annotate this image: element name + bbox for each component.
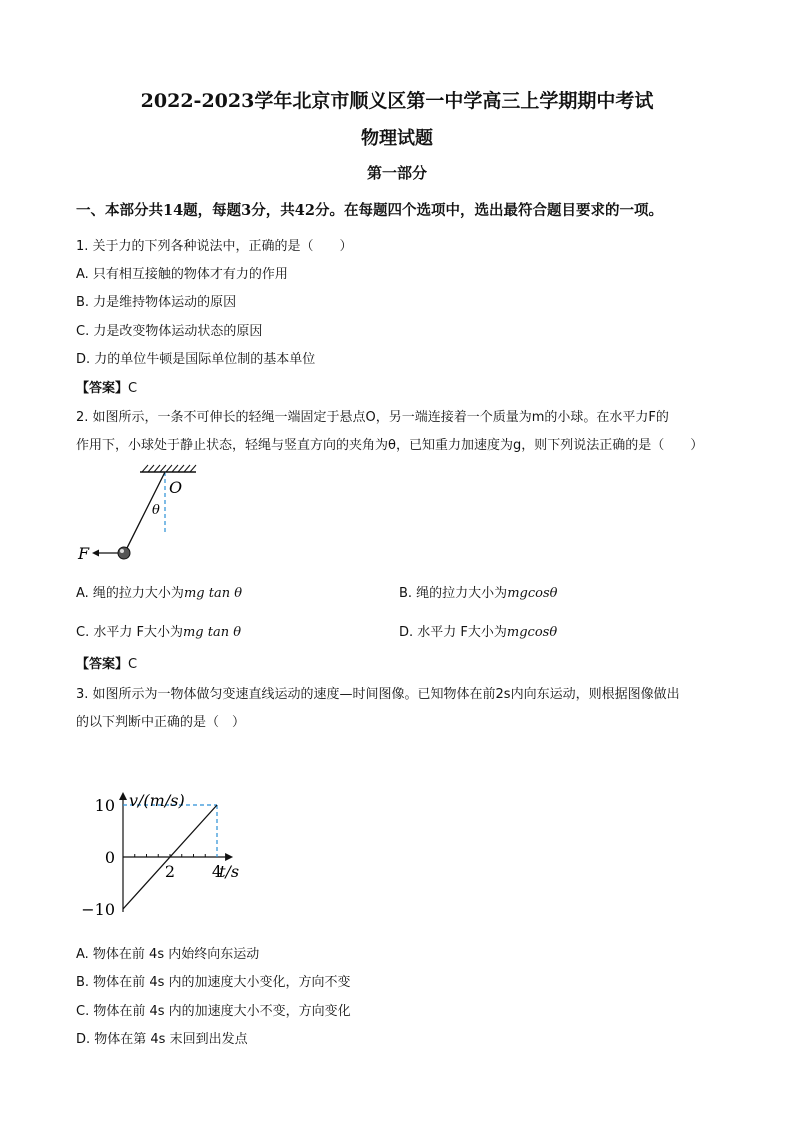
force-label: F [78, 544, 90, 563]
q3-option-d: D. 物体在第 4s 末回到出发点 [76, 1032, 248, 1047]
q3-option-b: B. 物体在前 4s 内的加速度大小变化，方向不变 [76, 975, 351, 990]
q2-stem-line2: 作用下，小球处于静止状态，轻绳与竖直方向的夹角为θ，已知重力加速度为g，则下列说法正确的是（ ） [76, 438, 704, 453]
point-label: O [169, 478, 183, 497]
q1-answer [76, 377, 137, 396]
y-tick-label: 10 [94, 796, 115, 815]
q2-option-c: C. 水平力 F大小为mg tan θ [76, 625, 242, 640]
y-tick-label: −10 [81, 900, 115, 919]
q3-option-c: C. 物体在前 4s 内的加速度大小不变，方向变化 [76, 1004, 351, 1019]
x-tick-label: 2 [164, 862, 176, 881]
q2-option-d: D. 水平力 F大小为mgcosθ [399, 625, 558, 640]
part-heading: 第一部分 [366, 164, 427, 182]
q1-option-b: B. 力是维持物体运动的原因 [76, 295, 237, 310]
q3-option-a: A. 物体在前 4s 内始终向东运动 [76, 947, 260, 962]
y-tick-label: 0 [104, 848, 115, 867]
section-heading: 一、本部分共14题，每题3分，共42分。在每题四个选项中，选出最符合题目要求的一项。 [76, 202, 663, 219]
velocity-time-chart [76, 752, 306, 932]
x-axis-arrow [225, 853, 233, 861]
q3-stem-line1: 3. 如图所示为一物体做匀变速直线运动的速度—时间图像。已知物体在前2s内向东运动，则根据图像做出 [76, 687, 680, 702]
q1-option-d: D. 力的单位牛顿是国际单位制的基本单位 [76, 352, 316, 367]
y-axis-label: v/(m/s) [129, 791, 185, 810]
pendulum-figure [74, 460, 214, 570]
q1-option-c: C. 力是改变物体运动状态的原因 [76, 324, 263, 339]
q1-stem: 1. 关于力的下列各种说法中，正确的是（ ） [76, 239, 353, 254]
x-tick-label: 4 [211, 862, 223, 881]
q3-stem-line2: 的以下判断中正确的是（ ） [76, 715, 246, 730]
q2-option-a: A. 绳的拉力大小为mg tan θ [76, 586, 243, 601]
document-subtitle: 物理试题 [361, 128, 433, 149]
q2-answer [76, 653, 137, 672]
angle-label: θ [152, 503, 160, 518]
y-axis-arrow [119, 792, 127, 800]
document-title: 2022-2023学年北京市顺义区第一中学高三上学期期中考试 [140, 90, 654, 112]
ball [118, 547, 130, 559]
q2-stem-line1: 2. 如图所示，一条不可伸长的轻绳一端固定于悬点O，另一端连接着一个质量为m的小球。在水平力F的 [76, 410, 669, 425]
answer-tag: 【答案】 [76, 381, 129, 396]
answer-value: C [128, 657, 138, 672]
answer-tag: 【答案】 [76, 657, 129, 672]
answer-value: C [128, 381, 138, 396]
q2-option-b: B. 绳的拉力大小为mgcosθ [399, 586, 558, 601]
x-axis-label: t/s [219, 862, 240, 881]
q1-option-a: A. 只有相互接触的物体才有力的作用 [76, 267, 288, 282]
